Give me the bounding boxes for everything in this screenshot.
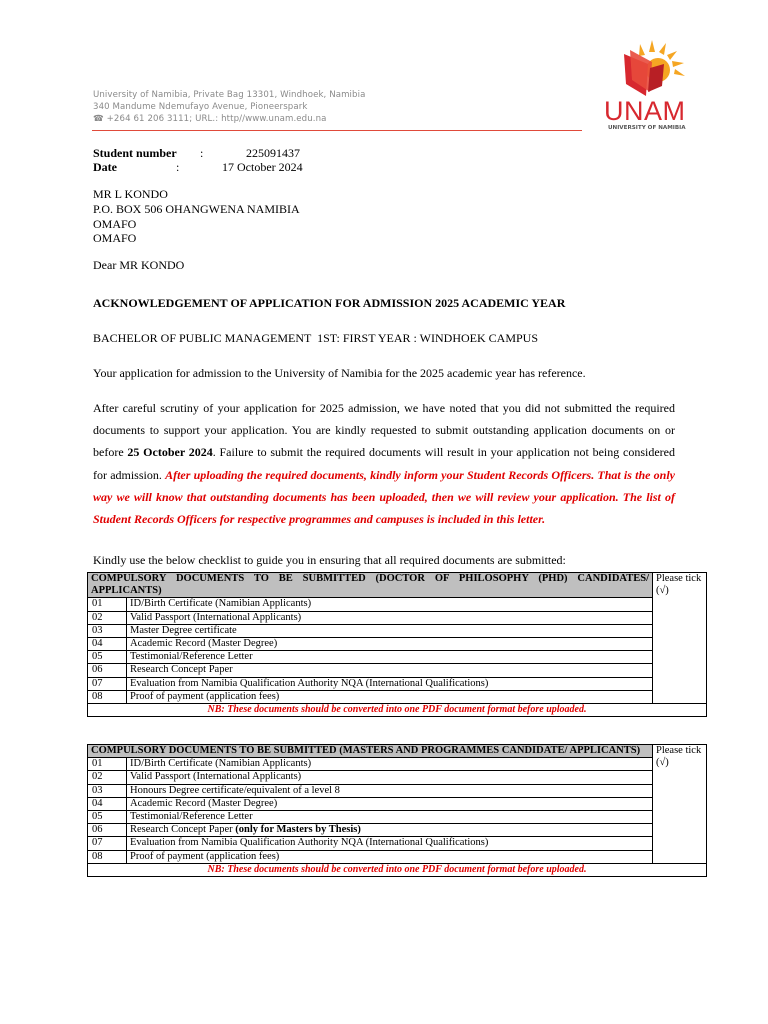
row-number: 02 — [88, 771, 127, 784]
address-line-1: University of Namibia, Private Bag 13301, Windhoek, Namibia — [93, 90, 366, 100]
row-document: Proof of payment (application fees) — [127, 850, 653, 863]
table-header-row — [88, 745, 707, 758]
table-row — [88, 638, 707, 651]
row-document: Academic Record (Master Degree) — [127, 797, 653, 810]
row-document: Testimonial/Reference Letter — [127, 651, 653, 664]
programme-line: BACHELOR OF PUBLIC MANAGEMENT 1ST: FIRST YEAR : WINDHOEK CAMPUS — [93, 331, 539, 345]
table-row — [88, 624, 707, 637]
deadline-date: 25 October 2024 — [127, 445, 213, 460]
table-row — [88, 598, 707, 611]
row-number: 07 — [88, 837, 127, 850]
row-document: Valid Passport (International Applicants) — [127, 771, 653, 784]
row-number: 08 — [88, 850, 127, 863]
row-number: 05 — [88, 651, 127, 664]
row-document: Testimonial/Reference Letter — [127, 811, 653, 824]
row-document: Evaluation from Namibia Qualification Authority NQA (International Qualifications) — [127, 677, 653, 690]
row-number: 03 — [88, 784, 127, 797]
table-row — [88, 797, 707, 810]
letterhead-divider — [92, 130, 582, 131]
tick-column-header[interactable]: Please tick (√) — [653, 745, 707, 864]
date-value: 17 October 2024 — [222, 160, 303, 174]
address-line-2: 340 Mandume Ndemufayo Avenue, Pioneerspark — [93, 102, 308, 112]
row-document: Valid Passport (International Applicants) — [127, 611, 653, 624]
checklist-intro: Kindly use the below checklist to guide you in ensuring that all required documents are submitted: — [93, 553, 566, 567]
date-colon: : — [176, 160, 180, 174]
table-row — [88, 811, 707, 824]
row-document: Research Concept Paper — [127, 664, 653, 677]
table-header: COMPULSORY DOCUMENTS TO BE SUBMITTED (MASTERS AND PROGRAMMES CANDIDATE/ APPLICANTS) — [88, 745, 653, 758]
salutation: Dear MR KONDO — [93, 258, 185, 272]
table-row — [88, 837, 707, 850]
table-note-row — [88, 863, 707, 876]
row-number: 07 — [88, 677, 127, 690]
table-note-row — [88, 704, 707, 717]
table-row — [88, 784, 707, 797]
row-document: Academic Record (Master Degree) — [127, 638, 653, 651]
recipient-address-line: OMAFO — [93, 217, 137, 231]
row-number: 01 — [88, 758, 127, 771]
student-number-colon: : — [200, 146, 204, 160]
row-number: 06 — [88, 664, 127, 677]
table-header: COMPULSORY DOCUMENTS TO BE SUBMITTED (DOCTOR OF PHILOSOPHY (PHD) CANDIDATES/ APPLICANTS) — [88, 573, 653, 598]
row-document-qualifier: (only for Masters by Thesis) — [235, 824, 361, 836]
student-number-label: Student number — [93, 146, 177, 160]
unam-logo — [600, 34, 710, 134]
table-row — [88, 824, 707, 837]
row-number: 04 — [88, 638, 127, 651]
upload-instruction: After uploading the required documents, kindly inform your Student Records Officers. That is the only way we will know that outstanding documents has been uploaded, then we will review your application. The list of Student Records Officers for respective programmes and campuses is included in this letter. — [93, 467, 675, 527]
table-row — [88, 771, 707, 784]
row-document: Honours Degree certificate/equivalent of a level 8 — [127, 784, 653, 797]
table-row — [88, 611, 707, 624]
table-row — [88, 664, 707, 677]
sun-book-icon — [600, 34, 710, 104]
table-row — [88, 690, 707, 703]
logo-wordmark: UNAM — [604, 96, 686, 126]
table-row — [88, 677, 707, 690]
row-document: Proof of payment (application fees) — [127, 690, 653, 703]
recipient-address-line: P.O. BOX 506 OHANGWENA NAMIBIA — [93, 202, 300, 216]
masters-checklist-table — [87, 744, 707, 877]
row-number: 03 — [88, 624, 127, 637]
row-number: 06 — [88, 824, 127, 837]
student-number-value: 225091437 — [246, 146, 300, 160]
subject-heading: ACKNOWLEDGEMENT OF APPLICATION FOR ADMISSION 2025 ACADEMIC YEAR — [93, 296, 566, 310]
row-document-text: Research Concept Paper — [130, 824, 236, 836]
pdf-note: NB: These documents should be converted into one PDF document format before uploaded. — [88, 863, 707, 876]
paragraph-outstanding-documents — [93, 397, 675, 530]
logo-subtext: UNIVERSITY OF NAMIBIA — [608, 125, 686, 131]
address-line-3: ☎ +264 61 206 3111; URL.: http//www.unam.edu.na — [93, 114, 327, 124]
row-document: Evaluation from Namibia Qualification Authority NQA (International Qualifications) — [127, 837, 653, 850]
paragraph-text: . Failure to submit the required documents will result in your application not being considered for admission. — [93, 445, 675, 482]
row-number: 05 — [88, 811, 127, 824]
recipient-address-line: OMAFO — [93, 231, 137, 245]
table-row — [88, 850, 707, 863]
pdf-note: NB: These documents should be converted into one PDF document format before uploaded. — [88, 704, 707, 717]
row-number: 04 — [88, 797, 127, 810]
table-header-row — [88, 573, 707, 598]
paragraph-text: After careful scrutiny of your application for 2025 admission, we have noted that you did not submitted the required documents to support your application. You are kindly requested to submit outstanding application documents on or before — [93, 401, 675, 460]
tick-column-header[interactable]: Please tick (√) — [653, 573, 707, 704]
row-document — [127, 824, 653, 837]
phd-checklist-table — [87, 572, 707, 717]
row-number: 02 — [88, 611, 127, 624]
table-row — [88, 758, 707, 771]
row-document: Master Degree certificate — [127, 624, 653, 637]
row-document: ID/Birth Certificate (Namibian Applicants) — [127, 758, 653, 771]
row-number: 08 — [88, 690, 127, 703]
table-row — [88, 651, 707, 664]
row-document: ID/Birth Certificate (Namibian Applicants) — [127, 598, 653, 611]
row-number: 01 — [88, 598, 127, 611]
paragraph-reference: Your application for admission to the University of Namibia for the 2025 academic year has reference. — [93, 366, 586, 380]
recipient-name: MR L KONDO — [93, 187, 168, 201]
date-label: Date — [93, 160, 117, 174]
